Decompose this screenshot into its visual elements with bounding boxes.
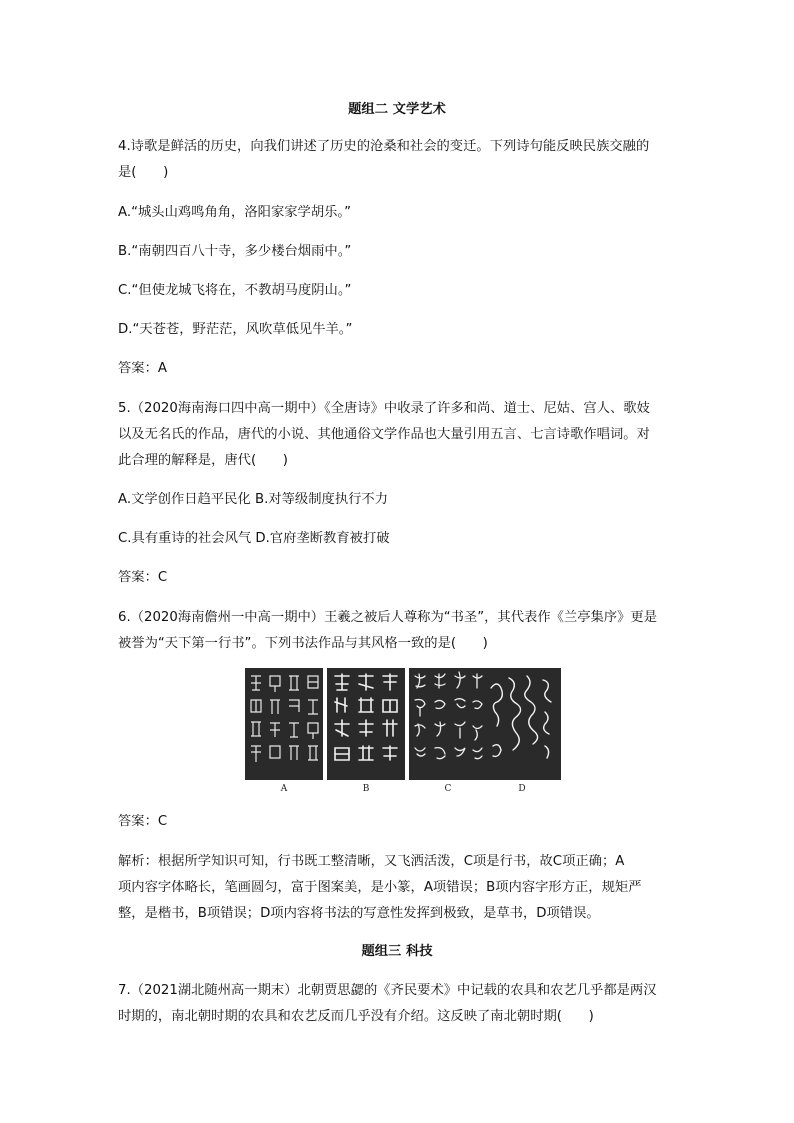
image-label-c: C [444, 784, 452, 794]
q5-answer: 答案：C [118, 570, 168, 585]
calligraphy-images [245, 668, 555, 798]
q6-analysis-line2: 项内容字体略长，笔画圆匀，富于图案美，是小篆，A项错误；B项内容字形方正，规矩严 [118, 880, 642, 895]
q4-stem-line2: 是( ) [118, 165, 169, 180]
image-label-b: B [362, 784, 370, 794]
calligraphy-image-a [245, 668, 323, 780]
q7-stem-line1: 7.（2021湖北随州高一期末）北朝贾思勰的《齐民要术》中记载的农具和农艺几乎都是两汉 [118, 983, 657, 998]
image-label-d: D [518, 784, 526, 794]
q6-analysis-line1: 解析：根据所学知识可知，行书既工整清晰，又飞洒活泼，C项是行书，故C项正确；A [118, 854, 625, 869]
q4-stem-line1: 4.诗歌是鲜活的历史，向我们讲述了历史的沧桑和社会的变迁。下列诗句能反映民族交融的 [118, 139, 650, 154]
section-title-literature-art: 题组二 文学艺术 [348, 102, 446, 117]
q4-option-c: C.“但使龙城飞将在，不教胡马度阴山。” [118, 283, 352, 298]
q5-options-line1: A.文学创作日趋平民化 B.对等级制度执行不力 [118, 492, 389, 507]
q4-option-d: D.“天苍苍，野茫茫，风吹草低见牛羊。” [118, 322, 353, 337]
q5-options-line2: C.具有重诗的社会风气 D.官府垄断教育被打破 [118, 531, 390, 546]
calligraphy-image-c [409, 668, 487, 780]
q6-stem-line1: 6.（2020海南儋州一中高一期中）王羲之被后人尊称为“书圣”，其代表作《兰亭集序》更是 [118, 610, 657, 625]
calligraphy-image-b [327, 668, 405, 780]
section-title-science-tech: 题组三 科技 [361, 944, 433, 959]
q7-stem-line2: 时期的，南北朝时期的农具和农艺反而几乎没有介绍。这反映了南北朝时期( ) [118, 1009, 594, 1024]
q6-answer: 答案：C [118, 814, 168, 829]
q5-stem-line1: 5.（2020海南海口四中高一期中）《全唐诗》中收录了许多和尚、道士、尼姑、宫人、歌妓 [118, 401, 650, 416]
q4-answer: 答案：A [118, 361, 167, 376]
q5-stem-line3: 此合理的解释是，唐代( ) [118, 453, 288, 468]
calligraphy-image-d [483, 668, 561, 780]
q5-stem-line2: 以及无名氏的作品，唐代的小说、其他通俗文学作品也大量引用五言、七言诗歌作唱词。对 [118, 427, 650, 442]
q4-option-b: B.“南朝四百八十寺，多少楼台烟雨中。” [118, 244, 352, 259]
q6-stem-line2: 被誉为“天下第一行书”。下列书法作品与其风格一致的是( ) [118, 636, 488, 651]
image-label-a: A [280, 784, 288, 794]
q4-option-a: A.“城头山鸡鸣角角，洛阳家家学胡乐。” [118, 205, 351, 220]
q6-analysis-line3: 整，是楷书，B项错误；D项内容将书法的写意性发挥到极致，是草书，D项错误。 [118, 906, 600, 921]
